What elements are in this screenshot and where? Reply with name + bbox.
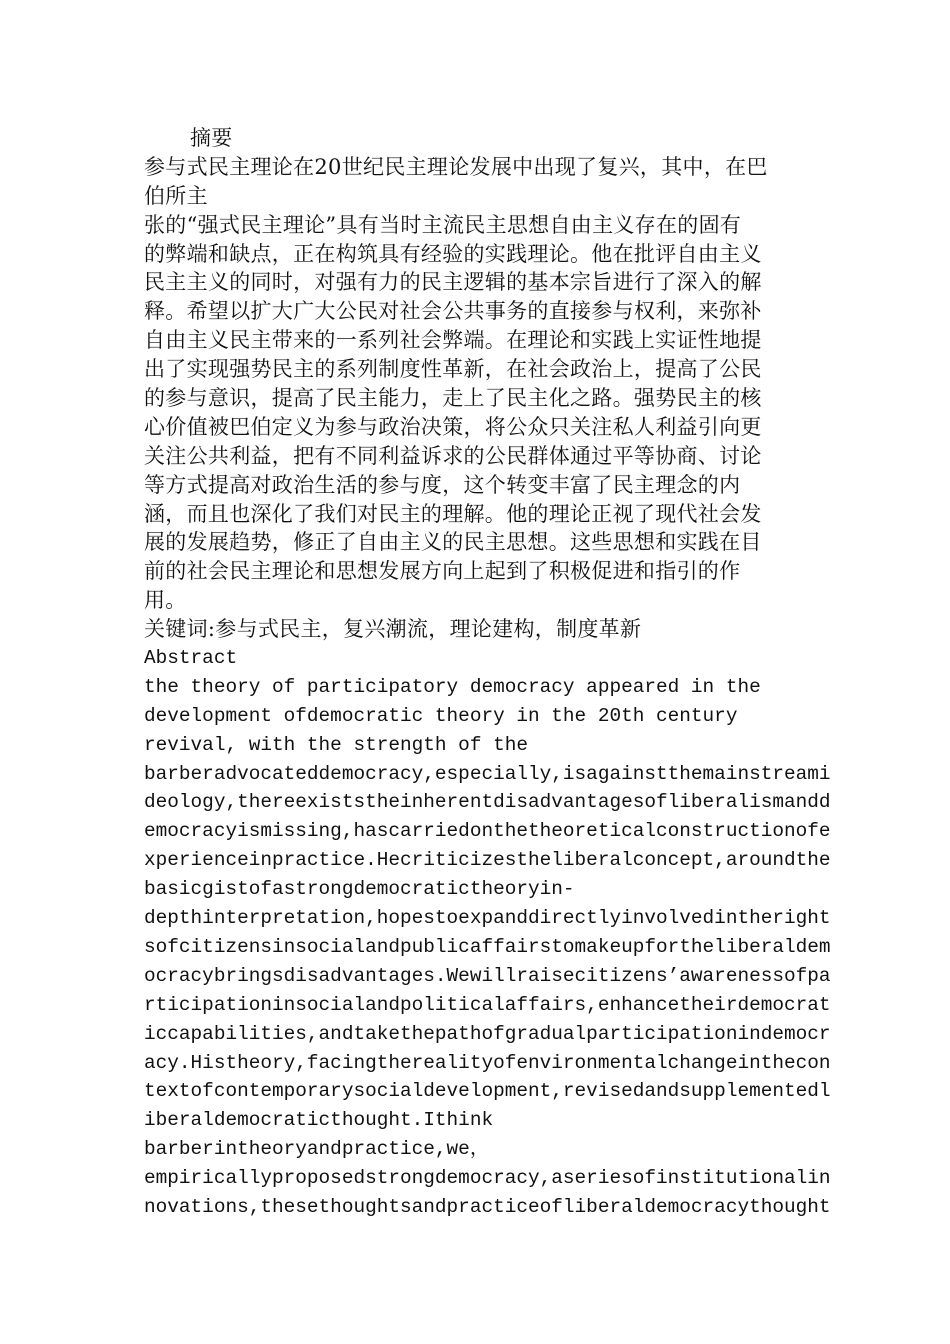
abstract-en-line: novations,thesethoughtsandpracticeofliberaldemocracythought (144, 1195, 831, 1218)
abstract-cn-line: 前的社会民主理论和思想发展方向上起到了积极促进和指引的作 (144, 559, 741, 584)
abstract-en-line: depthinterpretation,hopestoexpanddirectlyinvolvedintheright (144, 907, 831, 930)
abstract-en-line: the theory of participatory democracy appeared in the (144, 675, 761, 698)
abstract-cn-line: 民主主义的同时，对强有力的民主逻辑的基本宗旨进行了深入的解 (144, 270, 762, 295)
abstract-cn-line: 自由主义民主带来的一系列社会弊端。在理论和实践上实证性地提 (144, 328, 762, 353)
abstract-en-line: barberadvocateddemocracy,especially,isagainstthemainstreami (144, 762, 831, 785)
abstract-cn-line: 参与式民主理论在20世纪民主理论发展中出现了复兴，其中，在巴 (144, 154, 768, 179)
keywords-line: 关键词:参与式民主，复兴潮流，理论建构，制度革新 (144, 617, 642, 642)
abstract-en-line: ocracybringsdisadvantages.Wewillraisecitizens’awarenessofpa (144, 964, 831, 987)
abstract-cn-line: 张的“强式民主理论”具有当时主流民主思想自由主义存在的固有 (144, 212, 742, 237)
abstract-en-line: iberaldemocraticthought.Ithink (144, 1109, 494, 1132)
document-page (144, 124, 831, 1222)
abstract-en-line: emocracyismissing,hascarriedonthetheoreticalconstructionofe (144, 820, 831, 843)
abstract-en-line: sofcitizensinsocialandpublicaffairstomakeupfortheliberaldem (144, 935, 831, 958)
abstract-en-line: development ofdemocratic theory in the 20th century (144, 704, 738, 727)
abstract-cn-line: 涵，而且也深化了我们对民主的理解。他的理论正视了现代社会发 (144, 501, 762, 526)
abstract-en-line: textofcontemporarysocialdevelopment,revisedandsupplementedl (144, 1080, 831, 1103)
abstract-cn-line: 释。希望以扩大广大公民对社会公共事务的直接参与权利，来弥补 (144, 299, 762, 324)
abstract-en-line: basicgistofastrongdemocratictheoryin- (144, 878, 575, 901)
abstract-en-line: deology,thereexiststheinherentdisadvantagesofliberalismandd (144, 791, 831, 814)
abstract-en-line: xperienceinpractice.Hecriticizestheliberalconcept,aroundthe (144, 849, 831, 872)
abstract-cn-line: 伯所主 (144, 183, 208, 208)
abstract-en-line: rticipationinsocialandpoliticalaffairs,enhancetheirdemocrat (144, 993, 831, 1016)
abstract-cn-line: 的参与意识，提高了民主能力，走上了民主化之路。强势民主的核 (144, 386, 762, 411)
abstract-cn-line: 用。 (144, 588, 187, 613)
abstract-cn-line: 展的发展趋势，修正了自由主义的民主思想。这些思想和实践在目 (144, 530, 762, 555)
abstract-cn-line: 心价值被巴伯定义为参与政治决策，将公众只关注私人利益引向更 (144, 414, 762, 439)
abstract-cn-line: 的弊端和缺点，正在构筑具有经验的实践理论。他在批评自由主义 (144, 241, 762, 266)
abstract-en-line: iccapabilities,andtakethepathofgradualparticipationindemocr (144, 1022, 831, 1045)
abstract-en-line: empiricallyproposedstrongdemocracy,aseriesofinstitutionalin (144, 1167, 831, 1190)
abstract-en-line: revival, with the strength of the (144, 733, 528, 756)
abstract-cn-line: 等方式提高对政治生活的参与度，这个转变丰富了民主理念的内 (144, 472, 741, 497)
abstract-cn-line: 出了实现强势民主的系列制度性革新，在社会政治上，提高了公民 (144, 357, 762, 382)
abstract-en-line: barberintheoryandpractice,we， (144, 1138, 490, 1161)
abstract-cn-body (144, 153, 808, 615)
abstract-cn-line: 关注公共利益，把有不同利益诉求的公民群体通过平等协商、讨论 (144, 443, 762, 468)
abstract-en-body (144, 673, 831, 1222)
abstract-cn-heading: 摘要 (190, 126, 233, 150)
abstract-en-line: acy.Histheory,facingtherealityofenvironmentalchangeinthecon (144, 1051, 831, 1074)
abstract-en-heading: Abstract (144, 647, 238, 670)
